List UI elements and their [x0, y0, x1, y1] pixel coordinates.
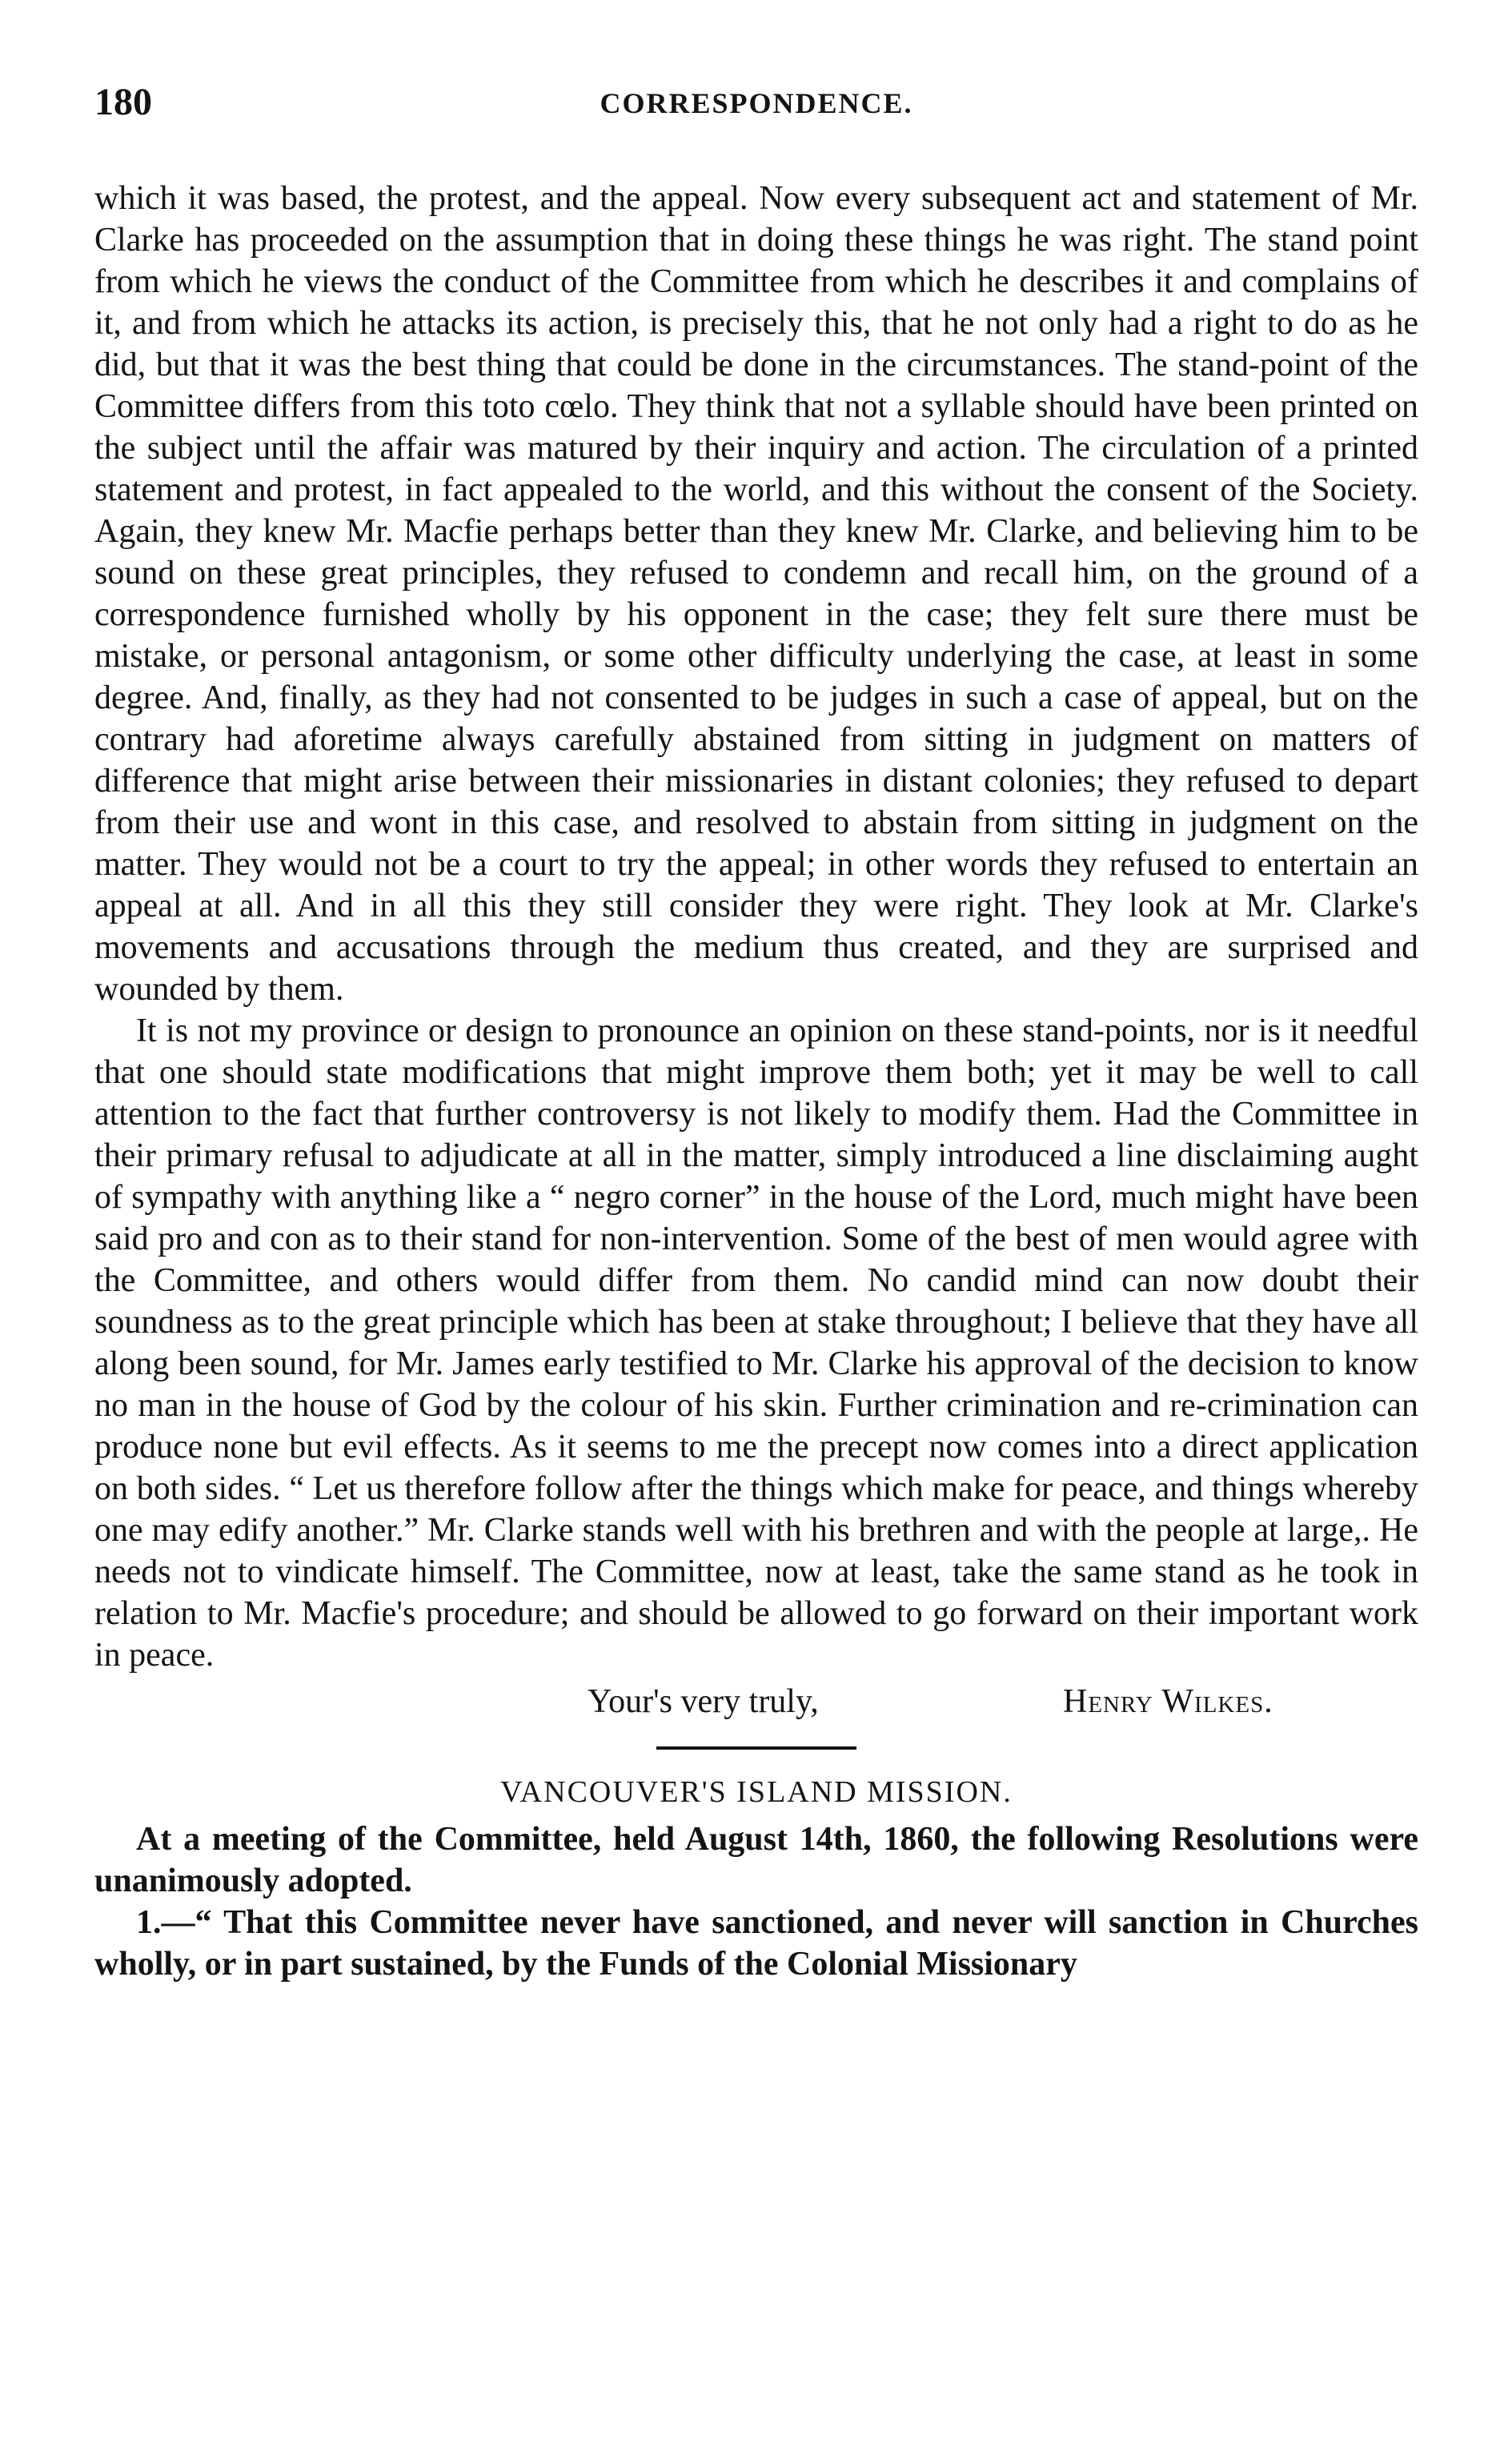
letter-paragraph-1: which it was based, the protest, and the appeal. Now every subsequent act and statement of Mr. Clarke has proceeded on the assumption that in doing these things he was right. The stand point from which he views the conduct of the Committee from which he describes it and complains of it, and from which he attacks its action, is precisely this, that he not only had a right to do as he did, but that it was the best thing that could be done in the circumstances. The stand-point of the Committee differs from this toto cœlo. They think that not a syllable should have been printed on the subject until the affair was matured by their inquiry and action. The circulation of a printed statement and protest, in fact appealed to the world, and this without the consent of the Society. Again, they knew Mr. Macfie perhaps better than they knew Mr. Clarke, and believing him to be sound on these great principles, they refused to condemn and recall him, on the ground of a correspondence furnished wholly by his opponent in the case; they felt sure there must be mistake, or personal antagonism, or some other difficulty underlying the case, at least in some degree. And, finally, as they had not consented to be judges in such a case of appeal, but on the contrary had aforetime always carefully abstained from sitting in judgment on matters of difference that might arise between their missionaries in distant colonies; they refused to depart from their use and wont in this case, and resolved to abstain from sitting in judgment on the matter. They would not be a court to try the appeal; in other words they refused to entertain an appeal at all. And in all this they still consider they were right. They look at Mr. Clarke's movements and accusations through the medium thus created, and they are surprised and wounded by them. [94, 180, 1418, 1008]
letter-closing: Your's very truly, [588, 1683, 819, 1720]
letter [94, 178, 1418, 1729]
article [94, 1772, 1418, 1985]
letter-signature-block [94, 1681, 1418, 1729]
book-page [94, 80, 1418, 1985]
running-head [94, 80, 1418, 128]
article-intro: At a meeting of the Committee, held August 14th, 1860, the following Resolutions were unanimously adopted. [94, 1821, 1418, 1899]
article-title: VANCOUVER'S ISLAND MISSION. [500, 1775, 1013, 1809]
section-divider [656, 1746, 856, 1750]
resolution-1: 1.—“ That this Committee never have sanctioned, and never will sanction in Churches wholly, or in part sustained, by the Funds of the Colonial Missionary [94, 1904, 1418, 1983]
page-number: 180 [94, 81, 152, 123]
letter-signature: Henry Wilkes. [1063, 1683, 1273, 1720]
letter-paragraph-2: It is not my province or design to pronounce an opinion on these stand-points, nor is it needful that one should state modifications that might improve them both; yet it may be well to call attention to the fact that further controversy is not likely to modify them. Had the Committee in their primary refusal to adjudicate at all in the matter, simply introduced a line disclaiming aught of sympathy with anything like a “ negro corner” in the house of the Lord, much might have been said pro and con as to their stand for non-intervention. Some of the best of men would agree with the Committee, and others would differ from them. No candid mind can now doubt their soundness as to the great principle which has been at stake throughout; I believe that they have all along been sound, for Mr. James early testified to Mr. Clarke his approval of the decision to know no man in the house of God by the colour of his skin. Further crimination and re-crimination can produce none but evil effects. As it seems to me the precept now comes into a direct application on both sides. “ Let us therefore follow after the things which make for peace, and things whereby one may edify another.” Mr. Clarke stands well with his brethren and with the people at large,. He needs not to vindicate himself. The Committee, now at least, take the same stand as he took in relation to Mr. Macfie's procedure; and should be allowed to go forward on their important work in peace. [94, 1012, 1418, 1674]
section-title: CORRESPONDENCE. [600, 87, 913, 119]
